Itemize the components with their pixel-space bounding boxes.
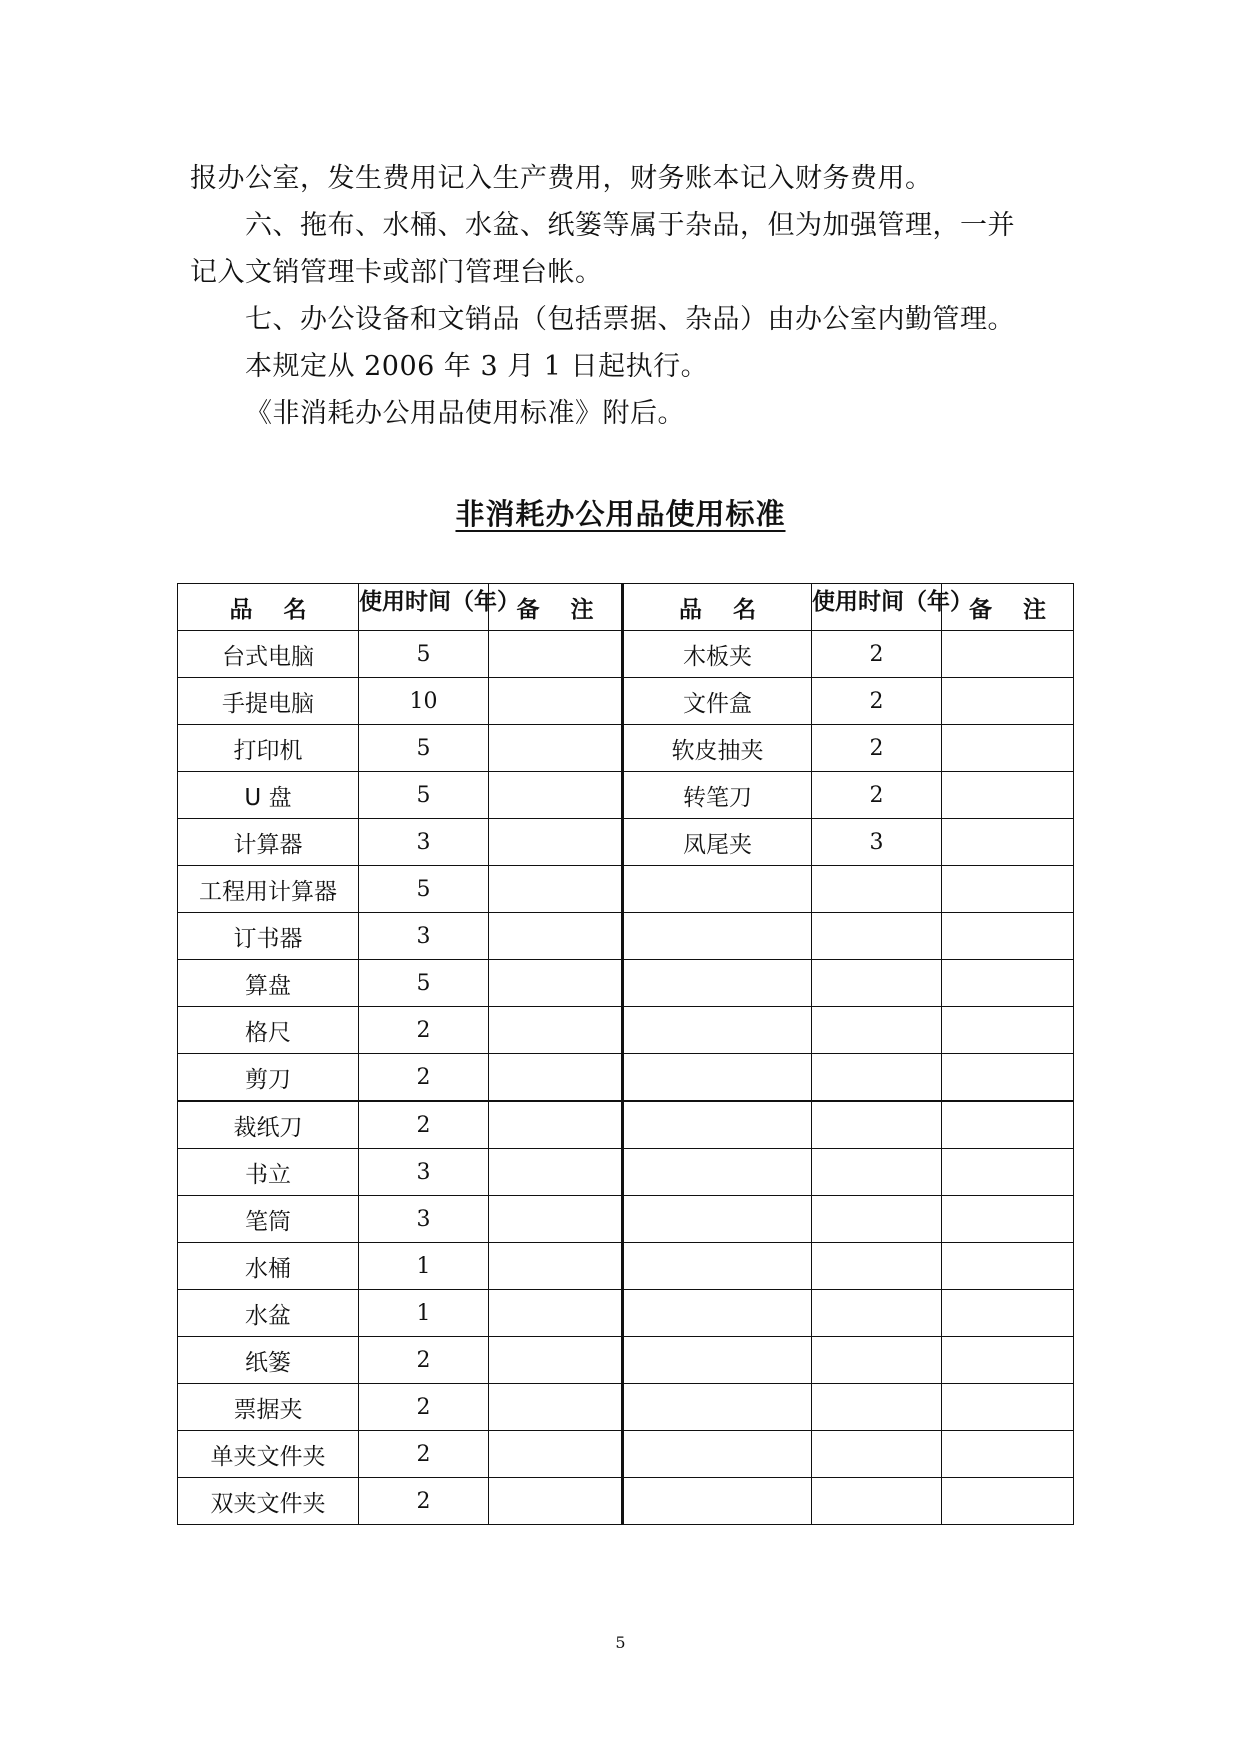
table-row <box>178 1054 1074 1102</box>
remark-cell <box>489 1478 623 1525</box>
remark-cell <box>942 913 1074 960</box>
remark-cell <box>942 866 1074 913</box>
table-row <box>178 960 1074 1007</box>
table-row <box>178 1007 1074 1054</box>
header-usage-years: 使用时间（年） <box>812 584 942 631</box>
item-name-cell <box>623 1337 812 1384</box>
remark-cell <box>942 725 1074 772</box>
item-name-cell: 手提电脑 <box>178 678 359 725</box>
item-name-cell <box>623 1196 812 1243</box>
item-name-cell <box>623 1101 812 1149</box>
usage-years-cell: 5 <box>359 960 489 1007</box>
remark-cell <box>942 1149 1074 1196</box>
usage-years-cell: 1 <box>359 1243 489 1290</box>
item-name-cell: 凤尾夹 <box>623 819 812 866</box>
item-name-cell <box>623 1007 812 1054</box>
remark-cell <box>489 678 623 725</box>
usage-years-cell <box>812 1431 942 1478</box>
remark-cell <box>489 772 623 819</box>
item-name-cell: 裁纸刀 <box>178 1101 359 1149</box>
usage-years-cell: 3 <box>359 819 489 866</box>
remark-cell <box>489 1290 623 1337</box>
remark-cell <box>942 1290 1074 1337</box>
table-row <box>178 678 1074 725</box>
usage-years-cell <box>812 1196 942 1243</box>
remark-cell <box>942 1431 1074 1478</box>
usage-years-cell: 2 <box>359 1101 489 1149</box>
body-line: 七、办公设备和文销品（包括票据、杂品）由办公室内勤管理。 <box>245 304 1015 335</box>
usage-years-cell: 2 <box>359 1431 489 1478</box>
item-name-cell <box>623 1431 812 1478</box>
remark-cell <box>489 913 623 960</box>
header-item-name: 品 名 <box>178 584 359 631</box>
item-name-cell: 台式电脑 <box>178 631 359 678</box>
remark-cell <box>942 1384 1074 1431</box>
item-name-cell: 票据夹 <box>178 1384 359 1431</box>
item-name-cell: 纸篓 <box>178 1337 359 1384</box>
usage-years-cell: 2 <box>359 1007 489 1054</box>
usage-years-cell: 2 <box>359 1478 489 1525</box>
remark-cell <box>489 1101 623 1149</box>
body-line: 本规定从 2006 年 3 月 1 日起执行。 <box>245 351 709 382</box>
body-line: 《非消耗办公用品使用标准》附后。 <box>245 398 685 429</box>
body-line: 记入文销管理卡或部门管理台帐。 <box>190 257 603 288</box>
usage-years-cell: 1 <box>359 1290 489 1337</box>
item-name-cell: 算盘 <box>178 960 359 1007</box>
item-name-cell: 文件盒 <box>623 678 812 725</box>
header-remark: 备 注 <box>489 584 623 631</box>
body-line: 报办公室，发生费用记入生产费用，财务账本记入财务费用。 <box>190 163 933 194</box>
remark-cell <box>489 1243 623 1290</box>
item-name-cell: U 盘 <box>178 772 359 819</box>
remark-cell <box>942 1243 1074 1290</box>
item-name-cell: 水桶 <box>178 1243 359 1290</box>
usage-years-cell <box>812 866 942 913</box>
item-name-cell: 打印机 <box>178 725 359 772</box>
remark-cell <box>489 1196 623 1243</box>
table-row <box>178 725 1074 772</box>
usage-years-cell: 5 <box>359 772 489 819</box>
usage-years-cell: 2 <box>359 1054 489 1102</box>
remark-cell <box>489 1007 623 1054</box>
remark-cell <box>489 1337 623 1384</box>
table-row <box>178 1478 1074 1525</box>
usage-years-cell <box>812 1384 942 1431</box>
page-number: 5 <box>615 1633 626 1652</box>
remark-cell <box>489 1384 623 1431</box>
header-remark: 备 注 <box>942 584 1074 631</box>
usage-years-cell: 5 <box>359 631 489 678</box>
table-title: 非消耗办公用品使用标准 <box>455 497 786 531</box>
usage-years-cell <box>812 1101 942 1149</box>
item-name-cell: 软皮抽夹 <box>623 725 812 772</box>
item-name-cell: 订书器 <box>178 913 359 960</box>
item-name-cell <box>623 1149 812 1196</box>
item-name-cell: 转笔刀 <box>623 772 812 819</box>
item-name-cell <box>623 1243 812 1290</box>
remark-cell <box>489 960 623 1007</box>
item-name-cell <box>623 1054 812 1102</box>
usage-years-cell: 2 <box>812 631 942 678</box>
remark-cell <box>942 1478 1074 1525</box>
item-name-cell <box>623 1384 812 1431</box>
remark-cell <box>489 1054 623 1102</box>
item-name-cell: 工程用计算器 <box>178 866 359 913</box>
remark-cell <box>942 819 1074 866</box>
usage-years-cell: 2 <box>359 1384 489 1431</box>
remark-cell <box>489 1431 623 1478</box>
usage-years-cell: 2 <box>812 678 942 725</box>
table-row <box>178 1290 1074 1337</box>
item-name-cell <box>623 1478 812 1525</box>
usage-years-cell <box>812 913 942 960</box>
item-name-cell: 格尺 <box>178 1007 359 1054</box>
remark-cell <box>942 1054 1074 1102</box>
remark-cell <box>942 678 1074 725</box>
table-row <box>178 631 1074 678</box>
table-header-row <box>178 584 1074 631</box>
table-row <box>178 1243 1074 1290</box>
usage-years-cell <box>812 960 942 1007</box>
item-name-cell: 笔筒 <box>178 1196 359 1243</box>
remark-cell <box>942 1101 1074 1149</box>
remark-cell <box>489 866 623 913</box>
table-body <box>178 584 1074 1525</box>
item-name-cell: 单夹文件夹 <box>178 1431 359 1478</box>
remark-cell <box>942 960 1074 1007</box>
table-row <box>178 866 1074 913</box>
remark-cell <box>942 772 1074 819</box>
table-row <box>178 1337 1074 1384</box>
remark-cell <box>942 1007 1074 1054</box>
usage-years-cell: 10 <box>359 678 489 725</box>
usage-years-cell: 5 <box>359 725 489 772</box>
item-name-cell <box>623 960 812 1007</box>
usage-years-cell: 3 <box>359 913 489 960</box>
remark-cell <box>489 1149 623 1196</box>
remark-cell <box>489 725 623 772</box>
usage-years-cell <box>812 1478 942 1525</box>
table-row <box>178 819 1074 866</box>
usage-years-cell <box>812 1007 942 1054</box>
table-row <box>178 1431 1074 1478</box>
item-name-cell: 书立 <box>178 1149 359 1196</box>
usage-years-cell: 2 <box>812 772 942 819</box>
table-row <box>178 913 1074 960</box>
usage-years-cell <box>812 1290 942 1337</box>
remark-cell <box>942 1337 1074 1384</box>
item-name-cell <box>623 866 812 913</box>
item-name-cell <box>623 1290 812 1337</box>
remark-cell <box>942 1196 1074 1243</box>
item-name-cell: 计算器 <box>178 819 359 866</box>
remark-cell <box>489 819 623 866</box>
table-row <box>178 1101 1074 1149</box>
usage-years-cell <box>812 1243 942 1290</box>
usage-years-cell: 5 <box>359 866 489 913</box>
remark-cell <box>489 631 623 678</box>
usage-standard-table <box>177 583 1074 1525</box>
usage-years-cell <box>812 1054 942 1102</box>
table-row <box>178 1196 1074 1243</box>
item-name-cell: 双夹文件夹 <box>178 1478 359 1525</box>
header-usage-years: 使用时间（年） <box>359 584 489 631</box>
item-name-cell: 剪刀 <box>178 1054 359 1102</box>
usage-years-cell <box>812 1337 942 1384</box>
table-row <box>178 772 1074 819</box>
remark-cell <box>942 631 1074 678</box>
usage-years-cell: 2 <box>359 1337 489 1384</box>
item-name-cell <box>623 913 812 960</box>
usage-years-cell <box>812 1149 942 1196</box>
usage-years-cell: 2 <box>812 725 942 772</box>
header-item-name: 品 名 <box>623 584 812 631</box>
usage-years-cell: 3 <box>359 1149 489 1196</box>
body-line: 六、拖布、水桶、水盆、纸篓等属于杂品，但为加强管理，一并 <box>245 210 1015 241</box>
item-name-cell: 水盆 <box>178 1290 359 1337</box>
table-row <box>178 1149 1074 1196</box>
table-row <box>178 1384 1074 1431</box>
item-name-cell: 木板夹 <box>623 631 812 678</box>
usage-years-cell: 3 <box>359 1196 489 1243</box>
usage-years-cell: 3 <box>812 819 942 866</box>
